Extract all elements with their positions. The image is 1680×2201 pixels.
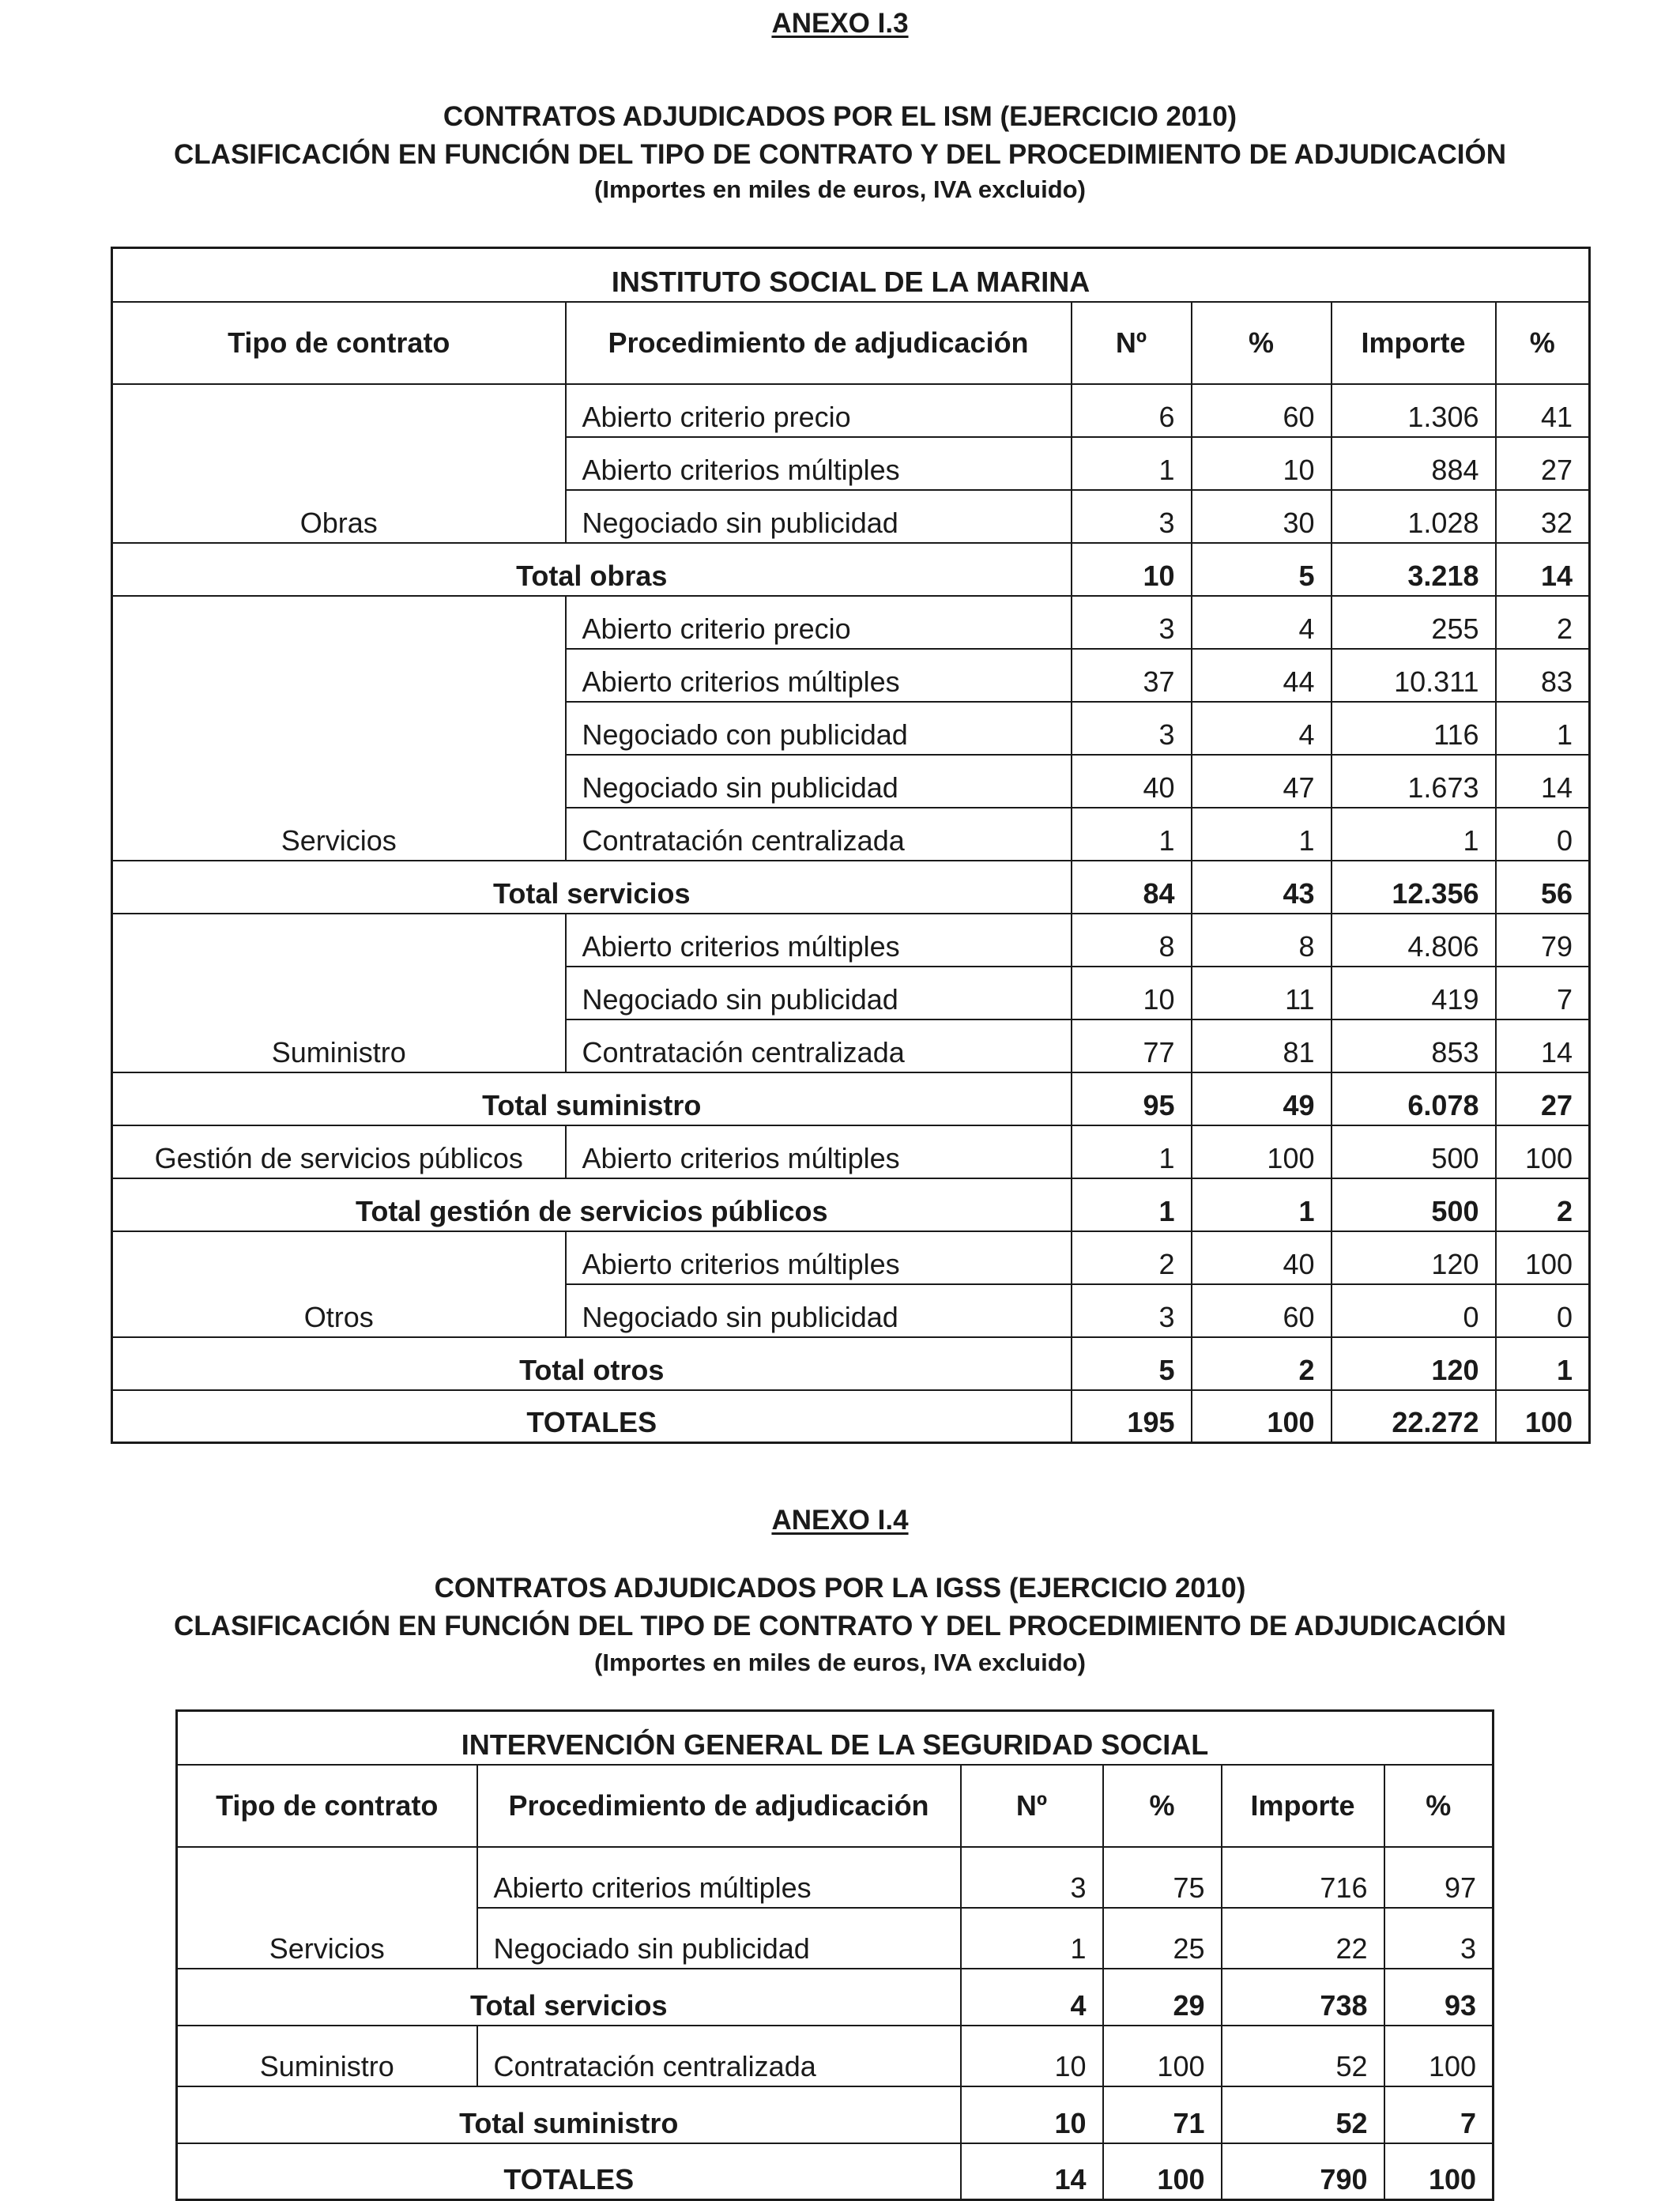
procedure-cell: Negociado sin publicidad bbox=[566, 1284, 1072, 1337]
subtotal-label: Total otros bbox=[112, 1337, 1072, 1390]
subtotal-row bbox=[177, 1969, 1494, 2026]
procedure-cell: Negociado con publicidad bbox=[566, 702, 1072, 755]
count-pct-cell: 75 bbox=[1103, 1847, 1222, 1908]
subtotal-label: Total gestión de servicios públicos bbox=[112, 1178, 1072, 1231]
amount-cell: 1 bbox=[1332, 808, 1496, 861]
subtotal-amount: 738 bbox=[1222, 1969, 1384, 2026]
subtotal-row bbox=[112, 1337, 1590, 1390]
count-cell: 37 bbox=[1072, 649, 1192, 702]
count-pct-cell: 4 bbox=[1192, 596, 1332, 649]
procedure-cell: Abierto criterios múltiples bbox=[477, 1847, 961, 1908]
subtotal-row bbox=[112, 861, 1590, 914]
subtotal-amount-pct: 27 bbox=[1496, 1072, 1590, 1125]
annex-4-subtitle: CLASIFICACIÓN EN FUNCIÓN DEL TIPO DE CONTRATO Y DEL PROCEDIMIENTO DE ADJUDICACIÓN bbox=[174, 1611, 1506, 1641]
count-pct-cell: 30 bbox=[1192, 490, 1332, 543]
amount-pct-cell: 97 bbox=[1384, 1847, 1494, 1908]
grand-total-count-pct: 100 bbox=[1192, 1390, 1332, 1443]
amount-pct-cell: 27 bbox=[1496, 437, 1590, 490]
procedure-cell: Abierto criterios múltiples bbox=[566, 1231, 1072, 1284]
contract-type-cell: Servicios bbox=[112, 596, 566, 861]
table-title: INSTITUTO SOCIAL DE LA MARINA bbox=[112, 248, 1590, 302]
amount-pct-cell: 100 bbox=[1384, 2026, 1494, 2086]
col-header-amount-pct: % bbox=[1496, 302, 1590, 384]
contract-type-cell: Servicios bbox=[177, 1847, 477, 1969]
table-row bbox=[112, 1231, 1590, 1284]
count-cell: 1 bbox=[961, 1908, 1103, 1969]
amount-pct-cell: 14 bbox=[1496, 755, 1590, 808]
subtotal-amount-pct: 1 bbox=[1496, 1337, 1590, 1390]
procedure-cell: Contratación centralizada bbox=[566, 1019, 1072, 1072]
contract-type-cell: Otros bbox=[112, 1231, 566, 1337]
count-pct-cell: 25 bbox=[1103, 1908, 1222, 1969]
table-row bbox=[112, 384, 1590, 437]
procedure-cell: Negociado sin publicidad bbox=[477, 1908, 961, 1969]
grand-total-amount: 22.272 bbox=[1332, 1390, 1496, 1443]
grand-total-row bbox=[112, 1390, 1590, 1443]
annex-4-label: ANEXO I.4 bbox=[771, 1505, 909, 1536]
subtotal-label: Total suministro bbox=[177, 2086, 961, 2143]
count-cell: 3 bbox=[961, 1847, 1103, 1908]
procedure-cell: Abierto criterios múltiples bbox=[566, 437, 1072, 490]
table-row bbox=[112, 914, 1590, 967]
count-pct-cell: 100 bbox=[1192, 1125, 1332, 1178]
amount-cell: 419 bbox=[1332, 967, 1496, 1019]
subtotal-count-pct: 49 bbox=[1192, 1072, 1332, 1125]
count-cell: 2 bbox=[1072, 1231, 1192, 1284]
annex-3-title: CONTRATOS ADJUDICADOS POR EL ISM (EJERCICIO 2010) bbox=[443, 101, 1237, 132]
amount-cell: 884 bbox=[1332, 437, 1496, 490]
subtotal-row bbox=[112, 1178, 1590, 1231]
amount-pct-cell: 79 bbox=[1496, 914, 1590, 967]
annex-4-title: CONTRATOS ADJUDICADOS POR LA IGSS (EJERCICIO 2010) bbox=[434, 1573, 1246, 1604]
count-pct-cell: 8 bbox=[1192, 914, 1332, 967]
ism-contracts-table bbox=[111, 247, 1591, 1444]
count-pct-cell: 60 bbox=[1192, 1284, 1332, 1337]
amount-cell: 116 bbox=[1332, 702, 1496, 755]
count-cell: 10 bbox=[961, 2026, 1103, 2086]
grand-total-label: TOTALES bbox=[177, 2143, 961, 2200]
subtotal-label: Total suministro bbox=[112, 1072, 1072, 1125]
table-title-row bbox=[177, 1711, 1494, 1765]
procedure-cell: Abierto criterio precio bbox=[566, 384, 1072, 437]
procedure-cell: Abierto criterios múltiples bbox=[566, 649, 1072, 702]
subtotal-amount-pct: 56 bbox=[1496, 861, 1590, 914]
amount-cell: 22 bbox=[1222, 1908, 1384, 1969]
amount-pct-cell: 2 bbox=[1496, 596, 1590, 649]
grand-total-amount: 790 bbox=[1222, 2143, 1384, 2200]
subtotal-label: Total obras bbox=[112, 543, 1072, 596]
annex-3-label: ANEXO I.3 bbox=[771, 8, 909, 39]
table-row bbox=[112, 596, 1590, 649]
subtotal-count: 84 bbox=[1072, 861, 1192, 914]
col-header-amount: Importe bbox=[1332, 302, 1496, 384]
subtotal-amount: 500 bbox=[1332, 1178, 1496, 1231]
amount-pct-cell: 1 bbox=[1496, 702, 1590, 755]
subtotal-amount-pct: 7 bbox=[1384, 2086, 1494, 2143]
count-pct-cell: 11 bbox=[1192, 967, 1332, 1019]
subtotal-count: 4 bbox=[961, 1969, 1103, 2026]
amount-cell: 0 bbox=[1332, 1284, 1496, 1337]
col-header-contract-type: Tipo de contrato bbox=[177, 1765, 477, 1847]
count-cell: 1 bbox=[1072, 437, 1192, 490]
subtotal-count: 95 bbox=[1072, 1072, 1192, 1125]
amount-pct-cell: 7 bbox=[1496, 967, 1590, 1019]
annex-3-subtitle: CLASIFICACIÓN EN FUNCIÓN DEL TIPO DE CONTRATO Y DEL PROCEDIMIENTO DE ADJUDICACIÓN bbox=[174, 139, 1506, 170]
amount-cell: 255 bbox=[1332, 596, 1496, 649]
subtotal-amount: 12.356 bbox=[1332, 861, 1496, 914]
amount-pct-cell: 0 bbox=[1496, 808, 1590, 861]
amount-cell: 4.806 bbox=[1332, 914, 1496, 967]
subtotal-count-pct: 43 bbox=[1192, 861, 1332, 914]
col-header-count: Nº bbox=[1072, 302, 1192, 384]
grand-total-count: 14 bbox=[961, 2143, 1103, 2200]
subtotal-label: Total servicios bbox=[177, 1969, 961, 2026]
subtotal-count-pct: 2 bbox=[1192, 1337, 1332, 1390]
count-pct-cell: 40 bbox=[1192, 1231, 1332, 1284]
procedure-cell: Abierto criterio precio bbox=[566, 596, 1072, 649]
procedure-cell: Abierto criterios múltiples bbox=[566, 1125, 1072, 1178]
amount-cell: 853 bbox=[1332, 1019, 1496, 1072]
table-row bbox=[177, 2026, 1494, 2086]
subtotal-count-pct: 1 bbox=[1192, 1178, 1332, 1231]
grand-total-count-pct: 100 bbox=[1103, 2143, 1222, 2200]
count-cell: 6 bbox=[1072, 384, 1192, 437]
table-row bbox=[112, 1125, 1590, 1178]
col-header-count-pct: % bbox=[1103, 1765, 1222, 1847]
subtotal-amount-pct: 2 bbox=[1496, 1178, 1590, 1231]
contract-type-cell: Suministro bbox=[112, 914, 566, 1072]
contract-type-cell: Obras bbox=[112, 384, 566, 543]
subtotal-amount: 52 bbox=[1222, 2086, 1384, 2143]
subtotal-row bbox=[177, 2086, 1494, 2143]
amount-pct-cell: 32 bbox=[1496, 490, 1590, 543]
subtotal-count: 10 bbox=[961, 2086, 1103, 2143]
col-header-contract-type: Tipo de contrato bbox=[112, 302, 566, 384]
count-pct-cell: 4 bbox=[1192, 702, 1332, 755]
count-cell: 3 bbox=[1072, 702, 1192, 755]
count-cell: 3 bbox=[1072, 596, 1192, 649]
igss-contracts-table bbox=[175, 1709, 1494, 2201]
count-pct-cell: 1 bbox=[1192, 808, 1332, 861]
subtotal-count-pct: 71 bbox=[1103, 2086, 1222, 2143]
col-header-count: Nº bbox=[961, 1765, 1103, 1847]
table-title-row bbox=[112, 248, 1590, 302]
annex-3-units-note: (Importes en miles de euros, IVA excluido) bbox=[594, 175, 1086, 203]
count-cell: 10 bbox=[1072, 967, 1192, 1019]
subtotal-count: 5 bbox=[1072, 1337, 1192, 1390]
contract-type-cell: Suministro bbox=[177, 2026, 477, 2086]
amount-pct-cell: 100 bbox=[1496, 1125, 1590, 1178]
col-header-procedure: Procedimiento de adjudicación bbox=[566, 302, 1072, 384]
header-row bbox=[112, 302, 1590, 384]
grand-total-row bbox=[177, 2143, 1494, 2200]
count-pct-cell: 44 bbox=[1192, 649, 1332, 702]
contract-type-cell: Gestión de servicios públicos bbox=[112, 1125, 566, 1178]
procedure-cell: Abierto criterios múltiples bbox=[566, 914, 1072, 967]
col-header-count-pct: % bbox=[1192, 302, 1332, 384]
amount-pct-cell: 100 bbox=[1496, 1231, 1590, 1284]
subtotal-amount-pct: 93 bbox=[1384, 1969, 1494, 2026]
grand-total-label: TOTALES bbox=[112, 1390, 1072, 1443]
count-cell: 77 bbox=[1072, 1019, 1192, 1072]
subtotal-amount: 3.218 bbox=[1332, 543, 1496, 596]
col-header-amount-pct: % bbox=[1384, 1765, 1494, 1847]
count-cell: 8 bbox=[1072, 914, 1192, 967]
procedure-cell: Contratación centralizada bbox=[477, 2026, 961, 2086]
table-title: INTERVENCIÓN GENERAL DE LA SEGURIDAD SOCIAL bbox=[177, 1711, 1494, 1765]
procedure-cell: Negociado sin publicidad bbox=[566, 755, 1072, 808]
annex-4-units-note: (Importes en miles de euros, IVA excluido) bbox=[594, 1649, 1086, 1676]
subtotal-count: 10 bbox=[1072, 543, 1192, 596]
amount-pct-cell: 41 bbox=[1496, 384, 1590, 437]
amount-cell: 120 bbox=[1332, 1231, 1496, 1284]
subtotal-count: 1 bbox=[1072, 1178, 1192, 1231]
grand-total-count: 195 bbox=[1072, 1390, 1192, 1443]
col-header-amount: Importe bbox=[1222, 1765, 1384, 1847]
amount-pct-cell: 0 bbox=[1496, 1284, 1590, 1337]
col-header-procedure: Procedimiento de adjudicación bbox=[477, 1765, 961, 1847]
amount-cell: 500 bbox=[1332, 1125, 1496, 1178]
count-cell: 3 bbox=[1072, 1284, 1192, 1337]
count-pct-cell: 60 bbox=[1192, 384, 1332, 437]
count-pct-cell: 47 bbox=[1192, 755, 1332, 808]
amount-cell: 1.028 bbox=[1332, 490, 1496, 543]
subtotal-row bbox=[112, 1072, 1590, 1125]
amount-cell: 1.673 bbox=[1332, 755, 1496, 808]
amount-cell: 716 bbox=[1222, 1847, 1384, 1908]
grand-total-amount-pct: 100 bbox=[1384, 2143, 1494, 2200]
subtotal-amount-pct: 14 bbox=[1496, 543, 1590, 596]
amount-cell: 1.306 bbox=[1332, 384, 1496, 437]
subtotal-count-pct: 29 bbox=[1103, 1969, 1222, 2026]
grand-total-amount-pct: 100 bbox=[1496, 1390, 1590, 1443]
count-pct-cell: 100 bbox=[1103, 2026, 1222, 2086]
subtotal-row bbox=[112, 543, 1590, 596]
subtotal-amount: 120 bbox=[1332, 1337, 1496, 1390]
amount-cell: 52 bbox=[1222, 2026, 1384, 2086]
subtotal-count-pct: 5 bbox=[1192, 543, 1332, 596]
amount-pct-cell: 14 bbox=[1496, 1019, 1590, 1072]
count-cell: 40 bbox=[1072, 755, 1192, 808]
procedure-cell: Negociado sin publicidad bbox=[566, 967, 1072, 1019]
header-row bbox=[177, 1765, 1494, 1847]
procedure-cell: Contratación centralizada bbox=[566, 808, 1072, 861]
count-pct-cell: 10 bbox=[1192, 437, 1332, 490]
count-cell: 1 bbox=[1072, 808, 1192, 861]
procedure-cell: Negociado sin publicidad bbox=[566, 490, 1072, 543]
table-row bbox=[177, 1847, 1494, 1908]
amount-pct-cell: 3 bbox=[1384, 1908, 1494, 1969]
subtotal-label: Total servicios bbox=[112, 861, 1072, 914]
amount-cell: 10.311 bbox=[1332, 649, 1496, 702]
count-cell: 1 bbox=[1072, 1125, 1192, 1178]
count-pct-cell: 81 bbox=[1192, 1019, 1332, 1072]
amount-pct-cell: 83 bbox=[1496, 649, 1590, 702]
count-cell: 3 bbox=[1072, 490, 1192, 543]
subtotal-amount: 6.078 bbox=[1332, 1072, 1496, 1125]
